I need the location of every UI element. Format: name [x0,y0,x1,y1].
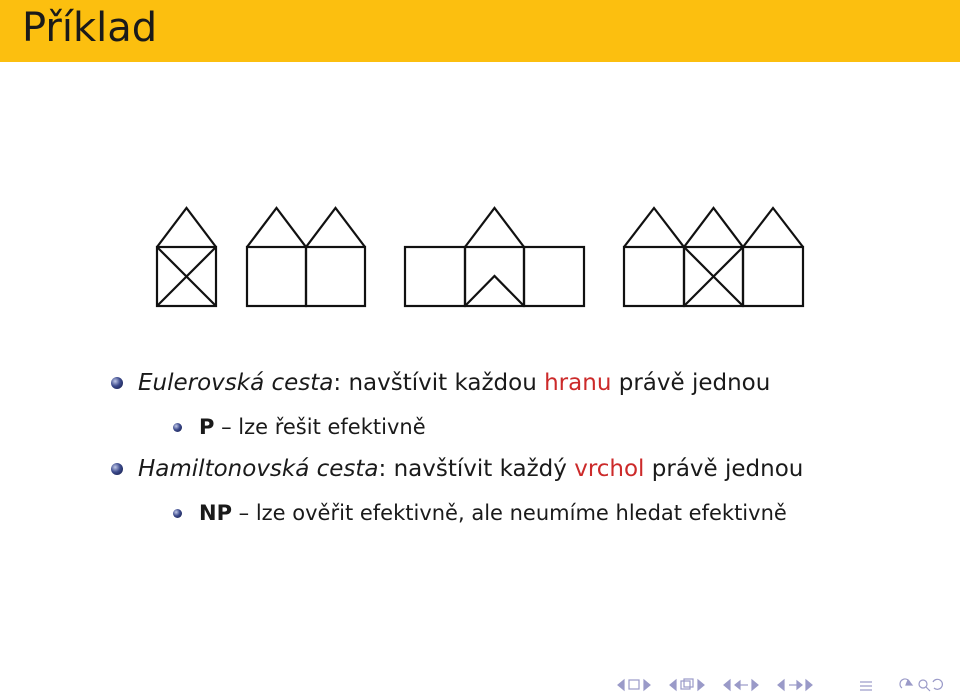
sub-item-np: NP – lze ověřit efektivně, ale neumíme hledat efektivně [199,501,787,525]
highlight-edge: hranu [544,370,612,396]
bullet-item-euler: Eulerovská cesta: navštívit každou hranu právě jednou [138,370,771,396]
term-euler: Eulerovská cesta [138,370,334,396]
highlight-vertex: vrchol [574,456,645,482]
sub-item-p: P – lze řešit efektivně [199,415,426,439]
nav-next-frame-icon[interactable] [644,680,650,690]
class-np: NP [199,501,232,525]
nav-prev-subsection-icon[interactable] [670,680,676,690]
nav-next-subsection-icon[interactable] [698,680,704,690]
sub-bullet-ball-icon [173,423,182,432]
nav-prev-part-icon[interactable] [778,680,784,690]
class-p: P [199,415,215,439]
navigation-bar [610,676,950,694]
nav-next-part-icon[interactable] [806,680,812,690]
nav-prev-section-icon[interactable] [724,680,730,690]
bullet-ball-icon [111,377,123,389]
nav-prev-frame-icon[interactable] [618,680,624,690]
nav-subsection-icon[interactable] [681,681,690,689]
bullet-item-hamilton: Hamiltonovská cesta: navštívit každý vrchol právě jednou [138,456,804,482]
nav-search-icon[interactable] [919,680,927,688]
bullet-ball-icon [111,463,123,475]
nav-frame-icon[interactable] [629,680,639,689]
sub-bullet-ball-icon [173,509,182,518]
term-hamilton: Hamiltonovská cesta [138,456,379,482]
slide-title: Příklad [22,5,158,51]
nav-next-section-icon[interactable] [752,680,758,690]
